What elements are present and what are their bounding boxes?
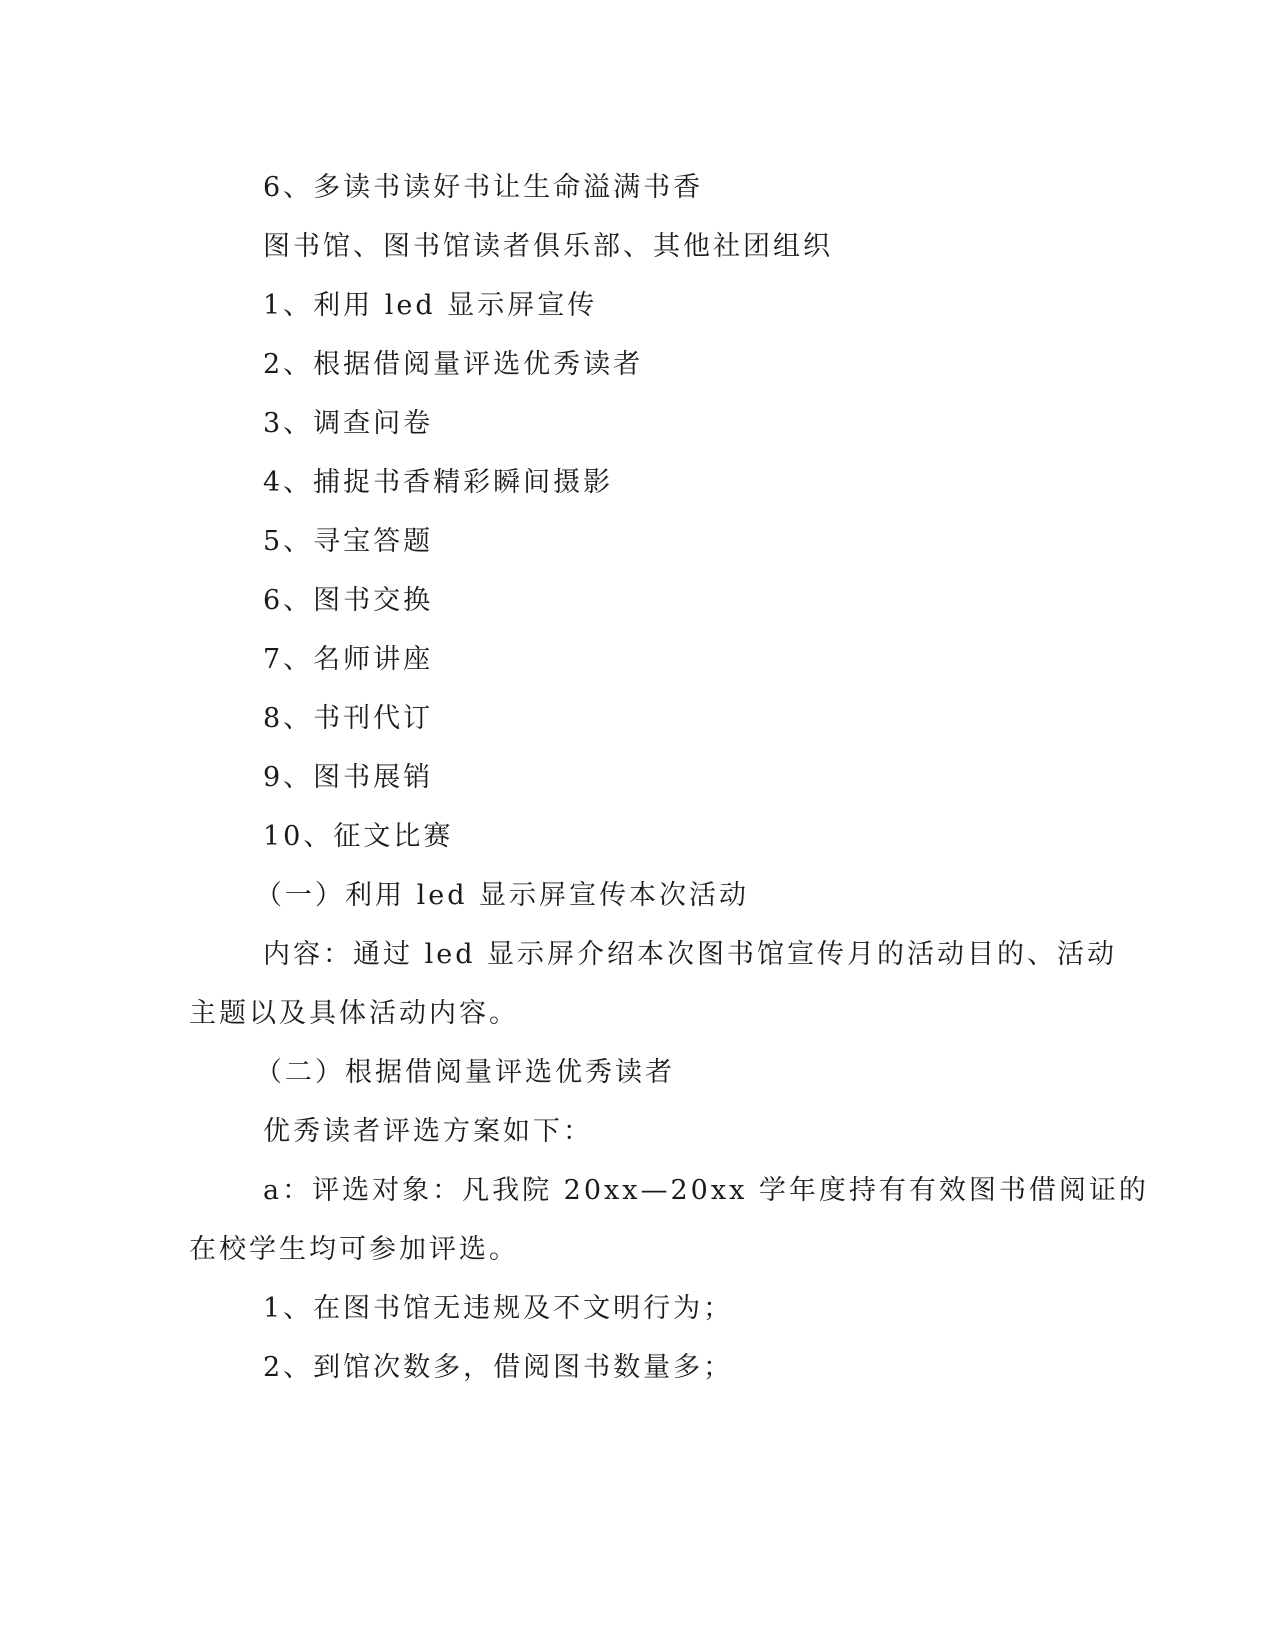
text-line: 10、征文比赛 [263,821,454,852]
text-line: 7、名师讲座 [263,644,434,675]
text-line: 1、利用 led 显示屏宣传 [263,290,598,321]
text-line: a：评选对象：凡我院 20xx—20xx 学年度持有有效图书借阅证的 [263,1175,1149,1206]
section-heading: （一）利用 led 显示屏宣传本次活动 [255,880,750,911]
text-line: 2、根据借阅量评选优秀读者 [263,349,644,380]
text-line: 6、图书交换 [263,585,434,616]
text-line: 3、调查问卷 [263,408,434,439]
text-line: 在校学生均可参加评选。 [189,1234,519,1265]
text-line: 8、书刊代订 [263,703,434,734]
text-line: 主题以及具体活动内容。 [189,998,519,1029]
text-line: 9、图书展销 [263,762,434,793]
text-line: 1、在图书馆无违规及不文明行为； [263,1293,734,1324]
text-line: 内容：通过 led 显示屏介绍本次图书馆宣传月的活动目的、活动 [263,939,1118,970]
text-line: 2、到馆次数多，借阅图书数量多； [263,1352,734,1383]
text-line: 4、捕捉书香精彩瞬间摄影 [263,467,614,498]
text-line: 优秀读者评选方案如下： [263,1116,593,1147]
text-line: 5、寻宝答题 [263,526,434,557]
text-line: 图书馆、图书馆读者俱乐部、其他社团组织 [263,231,833,262]
text-line: 6、多读书读好书让生命溢满书香 [263,172,704,203]
section-heading: （二）根据借阅量评选优秀读者 [255,1057,675,1088]
